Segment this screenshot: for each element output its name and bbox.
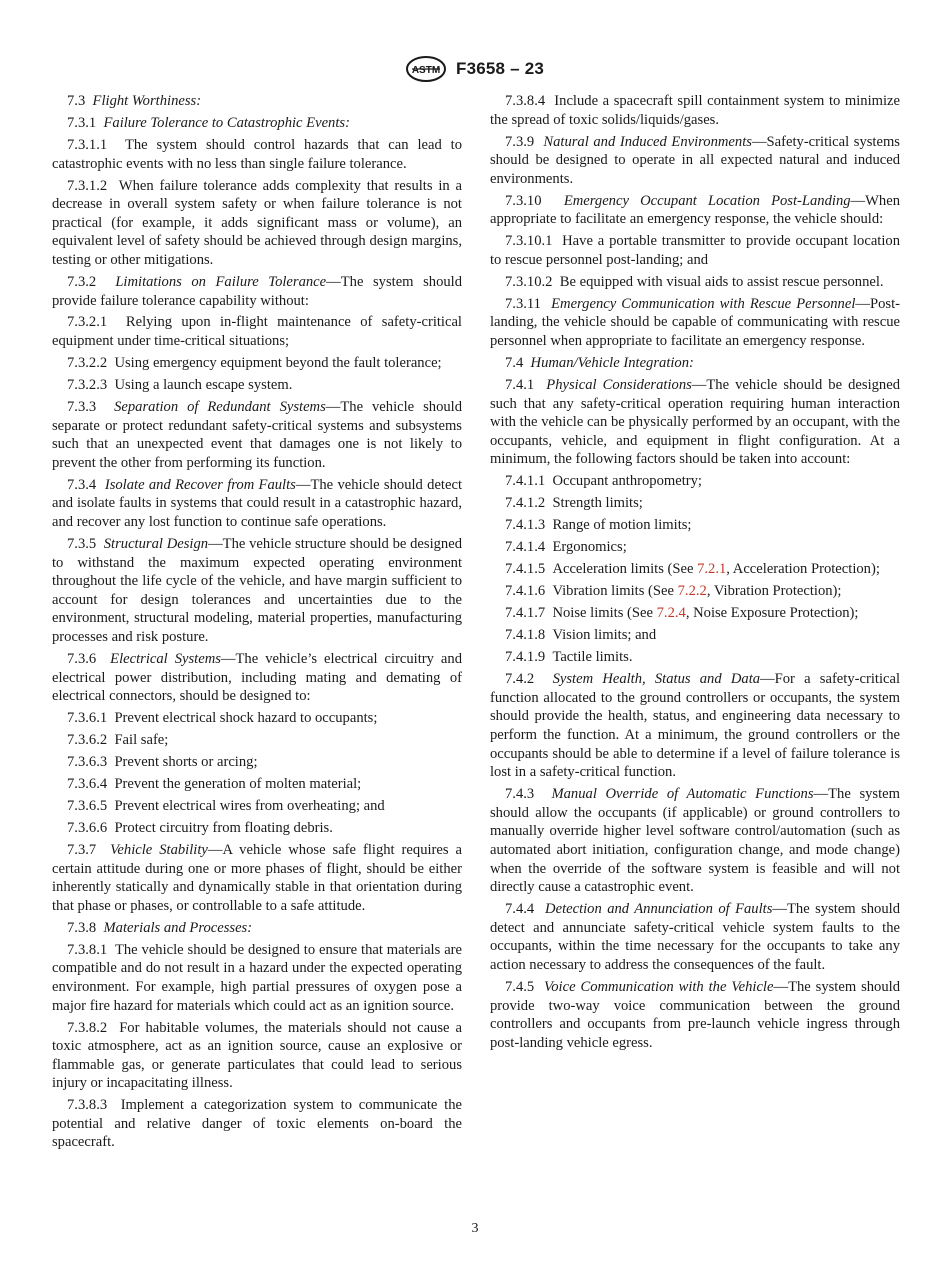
clause-number: 7.3.6.4 <box>67 776 108 793</box>
clause-number: 7.3.10.2 <box>505 273 553 290</box>
clause-body: —When appropriate to facilitate an emergency response, the vehicle should: <box>490 192 900 228</box>
clause-body: Vibration limits (See <box>552 583 678 600</box>
clause-title: Failure Tolerance to Catastrophic Events: <box>103 114 350 131</box>
astm-logo-icon <box>406 56 446 82</box>
clause-7-3-2 <box>52 273 462 310</box>
clause-body: The system should control hazards that can lead to catastrophic events with no less than single failure tolerance. <box>52 136 462 172</box>
clause-body: Tactile limits. <box>552 649 633 666</box>
cross-reference-link[interactable]: 7.2.1 <box>697 561 727 578</box>
clause-7-3-11 <box>490 295 900 351</box>
clause-7-3-6-1 <box>52 709 462 728</box>
clause-7-3-1-1 <box>52 136 462 173</box>
clause-number: 7.4 <box>505 355 524 372</box>
clause-7-3-2-1 <box>52 313 462 350</box>
clause-title: Vehicle Stability <box>110 842 208 858</box>
clause-title: Electrical Systems <box>110 650 221 667</box>
clause-title: Emergency Communication with Rescue Personnel <box>551 295 856 312</box>
clause-number: 7.3.1 <box>67 114 97 131</box>
clause-7-3-6 <box>52 650 462 706</box>
svg-text:ASTM: ASTM <box>411 65 441 76</box>
clause-body: Prevent shorts or arcing; <box>114 754 258 771</box>
clause-body: Prevent the generation of molten material; <box>114 776 362 793</box>
clause-title: Flight Worthiness: <box>92 93 202 109</box>
clause-7-4-1-9 <box>490 648 900 667</box>
clause-number: 7.3.2 <box>67 273 97 290</box>
document-id: F3658 – 23 <box>455 59 544 78</box>
clause-7-4-1-1 <box>490 472 900 491</box>
clause-number: 7.3.6.5 <box>67 798 108 815</box>
clause-body: Using a launch escape system. <box>114 377 293 394</box>
clause-7-4-4 <box>490 900 900 974</box>
clause-body: Be equipped with visual aids to assist rescue personnel. <box>559 273 884 290</box>
clause-7-3-6-3 <box>52 753 462 772</box>
clause-number: 7.4.4 <box>505 901 535 918</box>
clause-body-tail: , Noise Exposure Protection); <box>685 605 859 622</box>
clause-number: 7.3.8.4 <box>505 93 546 109</box>
clause-number: 7.4.1.8 <box>505 627 546 644</box>
clause-7-4-1-4 <box>490 538 900 557</box>
clause-7-3-1-2 <box>52 177 462 270</box>
clause-title: Manual Override of Automatic Functions <box>551 786 814 803</box>
clause-7-3-8-4 <box>490 92 900 129</box>
clause-7-4-3 <box>490 785 900 897</box>
clause-number: 7.3.10 <box>505 192 542 209</box>
clause-number: 7.3.6 <box>67 650 97 667</box>
clause-7-3-8-2 <box>52 1019 462 1093</box>
clause-title: Physical Considerations <box>546 377 692 394</box>
clause-number: 7.3.6.2 <box>67 732 108 749</box>
clause-body: Protect circuitry from floating debris. <box>114 820 333 837</box>
clause-body: —Post-landing, the vehicle should be capable of communicating with rescue personnel when appropriate to facilitate an emergency response. <box>490 295 900 350</box>
clause-7-3 <box>52 92 462 111</box>
clause-number: 7.3.6.1 <box>67 710 108 727</box>
clause-7-3-8 <box>52 919 462 938</box>
page-header <box>0 56 950 82</box>
clause-number: 7.4.1.7 <box>505 605 546 622</box>
clause-7-4-1-2 <box>490 494 900 513</box>
clause-number: 7.3.11 <box>505 295 541 312</box>
clause-title: Limitations on Failure Tolerance <box>115 273 327 290</box>
cross-reference-link[interactable]: 7.2.4 <box>656 605 686 622</box>
clause-7-4-1-6 <box>490 582 900 601</box>
clause-number: 7.4.1.6 <box>505 583 546 600</box>
clause-body: Acceleration limits (See <box>552 561 698 578</box>
clause-body: Relying upon in-flight maintenance of safety-critical equipment under time-critical situations; <box>52 314 462 350</box>
clause-7-3-9 <box>490 133 900 189</box>
clause-body: —The system should provide failure tolerance capability without: <box>52 273 463 309</box>
clause-number: 7.3.5 <box>67 535 97 552</box>
clause-title: Human/Vehicle Integration: <box>530 355 694 372</box>
clause-number: 7.3.1.1 <box>67 136 108 153</box>
cross-reference-link[interactable]: 7.2.2 <box>677 583 707 600</box>
clause-7-3-10-2 <box>490 273 900 292</box>
clause-number: 7.3.3 <box>67 399 97 416</box>
clause-body: —The system should detect and annunciate safety-critical vehicle system faults to the occupants, within the time necessary for the occupants to take any action necessary to address the consequences of the fault. <box>490 901 901 973</box>
clause-body: —A vehicle whose safe flight requires a certain attitude during one or more phases of flight, should be either inherently statically and dynamically stable in that orientation during that phase or phases, or controllable to a safe attitude. <box>52 842 463 914</box>
clause-body: —The vehicle should be designed such that any safety-critical operation requiring human interaction with the vehicle can be physically performed by an occupant, with the occupants, vehicle, and equipment in flight configuration. At a minimum, the following factors should be taken into account: <box>490 377 900 468</box>
clause-body: —The system should allow the occupants (if applicable) or ground controllers to manually override higher level software control/automation (such as automated abort initiation, configuration change, and mode change) when the override of the software system is feasible and will not directly cause a catastrophic event. <box>490 786 900 896</box>
clause-body: Range of motion limits; <box>552 517 692 534</box>
clause-7-3-10 <box>490 192 900 229</box>
clause-7-4 <box>490 354 900 373</box>
clause-title: Isolate and Recover from Faults <box>104 476 296 493</box>
clause-title: Detection and Annunciation of Faults <box>545 901 773 918</box>
clause-7-3-6-6 <box>52 819 462 838</box>
clause-title: Materials and Processes: <box>103 919 253 936</box>
clause-body: Implement a categorization system to communicate the potential and relative danger of toxic elements on-board the spacecraft. <box>52 1097 462 1151</box>
clause-number: 7.4.1.1 <box>505 473 546 490</box>
clause-number: 7.4.1.9 <box>505 649 546 666</box>
clause-7-3-1 <box>52 114 462 133</box>
clause-7-3-10-1 <box>490 232 900 269</box>
clause-body: Occupant anthropometry; <box>552 473 702 490</box>
clause-title: Structural Design <box>103 535 209 552</box>
clause-body: When failure tolerance adds complexity that results in a decrease in overall system safety or when failure tolerance is not practical (for example, it adds significant mass or volume), an equivalent level of safety should be achieved through design margins, testing or other mitigations. <box>52 177 463 268</box>
clause-body: —Safety-critical systems should be designed to operate in all expected natural and induced environments. <box>490 133 900 187</box>
clause-7-3-8-1 <box>52 941 462 1015</box>
clause-number: 7.3.8.1 <box>67 941 108 958</box>
clause-number: 7.3.9 <box>505 133 535 150</box>
clause-number: 7.3 <box>67 93 86 109</box>
clause-title: Natural and Induced Environments <box>543 133 752 150</box>
clause-7-3-8-3 <box>52 1096 462 1152</box>
clause-7-4-1-7 <box>490 604 900 623</box>
clause-number: 7.3.4 <box>67 476 97 493</box>
clause-body: Fail safe; <box>114 732 169 749</box>
clause-7-3-7 <box>52 841 462 915</box>
clause-number: 7.3.7 <box>67 842 97 858</box>
clause-number: 7.3.1.2 <box>67 177 108 194</box>
clause-number: 7.4.1.5 <box>505 561 546 578</box>
clause-7-4-1-8 <box>490 626 900 645</box>
left-column <box>52 92 462 1155</box>
clause-number: 7.4.2 <box>505 671 535 688</box>
clause-body: —For a safety-critical function allocated to the ground controllers or occupants, the system should provide the health, status, and engineering data necessary to perform the function. At a minimum, the ground controllers or the occupants should be able to determine if a level of failure tolerance is lost in a safety-critical function. <box>490 671 901 781</box>
clause-number: 7.3.2.3 <box>67 377 108 394</box>
clause-number: 7.4.1.3 <box>505 517 546 534</box>
clause-title: Voice Communication with the Vehicle <box>543 978 774 995</box>
clause-7-4-1-5 <box>490 560 900 579</box>
clause-7-3-4 <box>52 476 462 532</box>
clause-7-3-3 <box>52 398 462 472</box>
clause-body: The vehicle should be designed to ensure that materials are compatible and do not result in a hazard under the expected operating environment. For example, high partial pressures of oxygen pose a major fire hazard for materials which could act as an ignition source. <box>52 941 463 1014</box>
clause-body: For habitable volumes, the materials should not cause a toxic atmosphere, act as an ignition source, cause an explosive or flammable gas, or generate particulates that could lead to serious injury or incapacitating illness. <box>52 1019 462 1092</box>
clause-7-4-1-3 <box>490 516 900 535</box>
clause-7-4-1 <box>490 376 900 469</box>
right-column <box>490 92 900 1056</box>
clause-body: Using emergency equipment beyond the fault tolerance; <box>114 355 442 372</box>
clause-body: —The vehicle structure should be designed to withstand the maximum expected operating environment throughout the life cycle of the vehicle, and have margin sufficient to account for design tolerances and uncertainties due to the environment, structural modeling, material properties, manufacturing processes and risk posture. <box>52 535 462 645</box>
clause-7-4-2 <box>490 670 900 782</box>
clause-body-tail: , Acceleration Protection); <box>726 561 880 578</box>
clause-body: Ergonomics; <box>552 539 627 556</box>
clause-body: Vision limits; and <box>552 627 657 644</box>
clause-number: 7.3.10.1 <box>505 233 553 250</box>
clause-body: —The vehicle should separate or protect redundant safety-critical systems and subsystems such that an unexpected event that damages one is not likely to prevent the other from performing its function. <box>52 399 463 471</box>
page-number: 3 <box>471 1221 479 1236</box>
clause-body: Have a portable transmitter to provide occupant location to rescue personnel post-landing; and <box>490 233 900 268</box>
clause-7-3-5 <box>52 535 462 647</box>
clause-title: Separation of Redundant Systems <box>114 399 326 416</box>
clause-number: 7.3.2.1 <box>67 314 108 331</box>
clause-number: 7.4.1 <box>505 377 535 394</box>
clause-body: Strength limits; <box>552 495 643 512</box>
clause-body: —The vehicle should detect and isolate faults in systems that could result in a catastrophic hazard, and recover any lost function to continue safe operations. <box>52 476 462 530</box>
clause-number: 7.3.2.2 <box>67 355 108 372</box>
clause-number: 7.3.6.3 <box>67 754 108 771</box>
clause-number: 7.4.1.2 <box>505 495 546 512</box>
clause-number: 7.4.5 <box>505 978 535 995</box>
clause-7-3-2-3 <box>52 376 462 395</box>
clause-number: 7.4.3 <box>505 786 535 803</box>
clause-body: Include a spacecraft spill containment system to minimize the spread of toxic solids/liquids/gases. <box>490 93 900 128</box>
clause-body-tail: , Vibration Protection); <box>706 583 842 600</box>
clause-7-4-5 <box>490 978 900 1052</box>
clause-number: 7.3.8.3 <box>67 1097 108 1114</box>
clause-body: Prevent electrical wires from overheating; and <box>114 798 385 815</box>
clause-number: 7.3.8.2 <box>67 1019 108 1036</box>
clause-body: —The system should provide two-way voice communication between the ground controllers and occupants from pre-launch vehicle ingress through post-landing vehicle egress. <box>490 978 900 1051</box>
clause-7-3-2-2 <box>52 354 462 373</box>
clause-body: Prevent electrical shock hazard to occupants; <box>114 710 378 727</box>
clause-number: 7.4.1.4 <box>505 539 546 556</box>
clause-7-3-6-4 <box>52 775 462 794</box>
clause-number: 7.3.8 <box>67 919 97 936</box>
clause-title: Emergency Occupant Location Post-Landing <box>563 192 851 209</box>
clause-body: Noise limits (See <box>552 605 657 622</box>
clause-7-3-6-2 <box>52 731 462 750</box>
clause-title: System Health, Status and Data <box>552 671 761 688</box>
clause-7-3-6-5 <box>52 797 462 816</box>
clause-number: 7.3.6.6 <box>67 820 108 837</box>
clause-body: —The vehicle’s electrical circuitry and electrical power distribution, including mating and demating of electrical connectors, should be designed to: <box>52 650 463 705</box>
